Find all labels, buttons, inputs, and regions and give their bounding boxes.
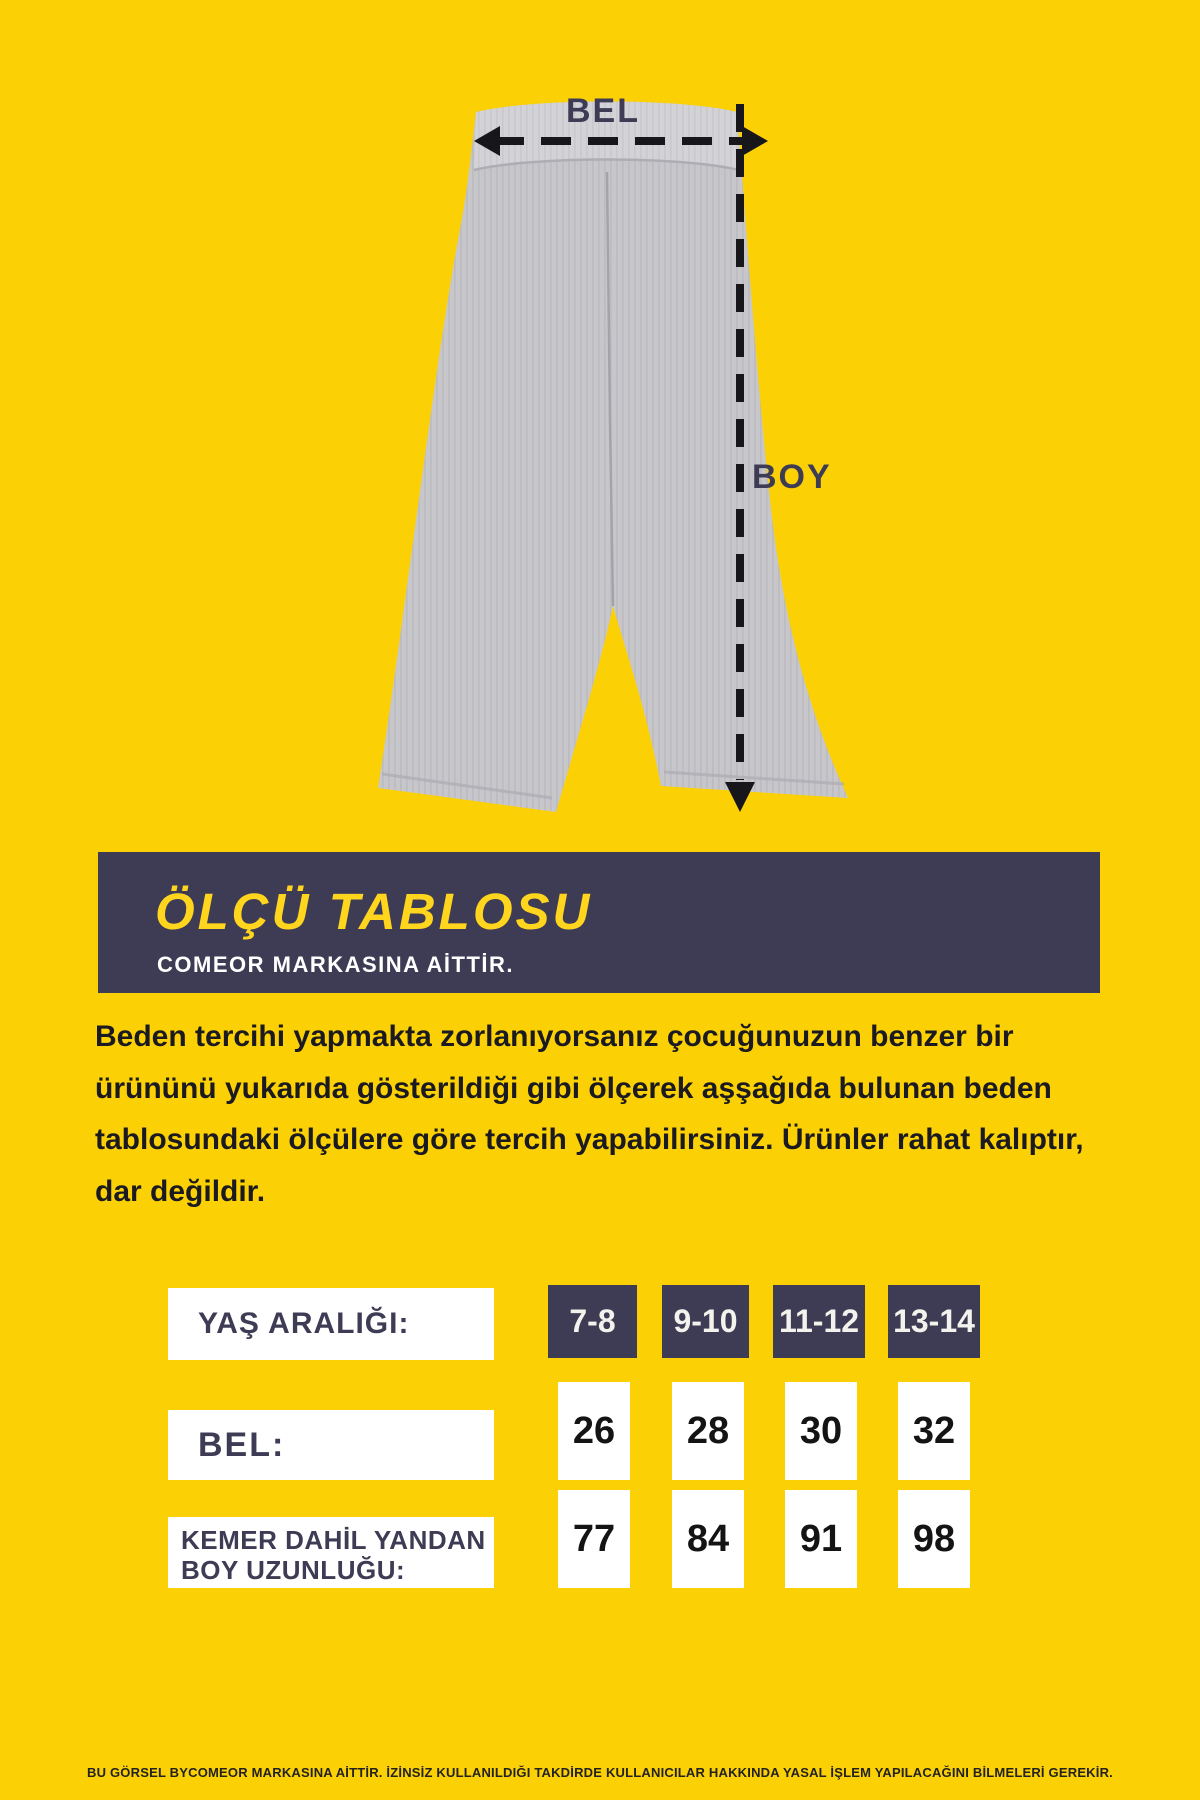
waist-value-cell: 30 <box>785 1382 857 1480</box>
description-line: dar değildir. <box>95 1174 266 1208</box>
waist-value-cell: 26 <box>558 1382 630 1480</box>
age-cell-11-12: 11-12 <box>773 1285 865 1358</box>
length-row-label <box>168 1517 494 1588</box>
waist-value-cell: 32 <box>898 1382 970 1480</box>
length-row-label-line2: BOY UZUNLUĞU: <box>181 1555 406 1585</box>
length-value-cell: 91 <box>785 1490 857 1588</box>
pants-body <box>378 102 848 813</box>
description-paragraph <box>95 1011 1175 1217</box>
description-line: ürününü yukarıda gösterildiği gibi ölçerek aşşağıda bulunan beden <box>95 1071 1052 1105</box>
copyright-disclaimer: BU GÖRSEL BYCOMEOR MARKASINA AİTTİR. İZİNSİZ KULLANILDIĞI TAKDİRDE KULLANICILAR HAKKINDA YASAL İŞLEM YAPILACAĞINI BİLMELERİ GEREKİR. <box>87 1765 1113 1780</box>
description-line: Beden tercihi yapmakta zorlanıyorsanız çocuğunuzun benzer bir <box>95 1020 1014 1053</box>
length-measure-label: BOY <box>752 458 832 496</box>
banner-title: ÖLÇÜ TABLOSU <box>155 883 593 940</box>
age-cell-7-8: 7-8 <box>548 1285 637 1358</box>
length-row-label-line1: KEMER DAHİL YANDAN <box>181 1525 486 1555</box>
description-line: tablosundaki ölçülere göre tercih yapabilirsiniz. Ürünler rahat kalıptır, <box>95 1123 1084 1156</box>
length-value-cell: 98 <box>898 1490 970 1588</box>
waist-row-label: BEL: <box>168 1410 494 1480</box>
age-range-label: YAŞ ARALIĞI: <box>168 1288 494 1360</box>
title-banner <box>98 852 1100 993</box>
length-value-cell: 77 <box>558 1490 630 1588</box>
length-value-cell: 84 <box>672 1490 744 1588</box>
banner-subtitle: COMEOR MARKASINA AİTTİR. <box>157 952 515 977</box>
waist-value-cell: 28 <box>672 1382 744 1480</box>
age-cell-9-10: 9-10 <box>662 1285 749 1358</box>
age-cell-13-14: 13-14 <box>888 1285 980 1358</box>
waist-measure-label: BEL <box>566 92 640 130</box>
